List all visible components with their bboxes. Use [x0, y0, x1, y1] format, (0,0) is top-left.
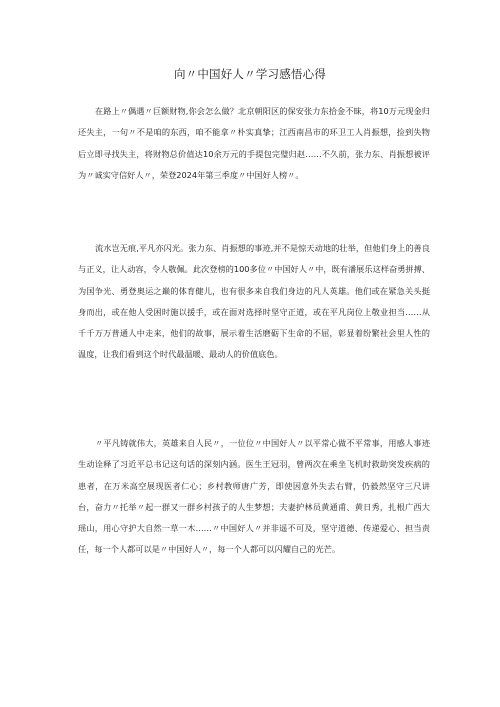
paragraph-1: 在路上〃偶遇〃巨额财物,你会怎么做？北京朝阳区的保安张力东拾金不昧，将10万元现金归还失主，一句〃不是咱的东西，咱不能拿〃朴实真挚；江西南昌市的环卫工人肖振想，捡到失物后立即寻找失主，将财物总价值达10余万元的手提包完璧归赵……不久前，张力东、肖振想被评为〃诚实守信好人〃，荣登2024年第三季度〃中国好人榜〃。	[78, 106, 430, 180]
paragraph-3: 〃平凡铸就伟大，英雄来自人民〃，一位位〃中国好人〃以平常心做不平常事，用感人事迹生动诠释了习近平总书记这句话的深刻内涵。医生王冠羽，曾两次在乘坐飞机时救助突发疾病的患者，在万米高空展现医者仁心；乡村教师唐广芳，即使因意外失去右臂，仍毅然坚守三尺讲台，奋力〃托举〃起一群又一群乡村孩子的人生梦想；夫妻护林员黄通甫、黄日秀，扎根广西大瑶山，用心守护大自然一草一木……〃中国好人〃并非遥不可及，坚守道德、传递爱心、担当责任，每一个人都可以是〃中国好人〃，每一个人都可以闪耀自己的光芒。	[78, 438, 430, 555]
paragraph-2: 流水岂无痕,平凡亦闪光。张力东、肖振想的事迹,并不是惊天动地的壮举，但他们身上的善良与正义，让人动容，令人敬佩。此次登榜的100多位〃中国好人〃中，既有潘展乐这样奋勇拼搏、为国争光、勇登奥运之巅的体育健儿，也有很多来自我们身边的凡人英雄。他们或在紧急关头挺身而出，或在他人受困时施以援手，或在面对选择时坚守正道，或在平凡岗位上敬业担当……从千千万万普通人中走来，他们的故事，展示着生活磨砺下生命的不屈，彰显着纷繁社会里人性的温度，让我们看到这个时代最温暖、最动人的价值底色。	[78, 243, 430, 360]
document-title: 向〃中国好人〃学习感悟心得	[173, 67, 327, 81]
